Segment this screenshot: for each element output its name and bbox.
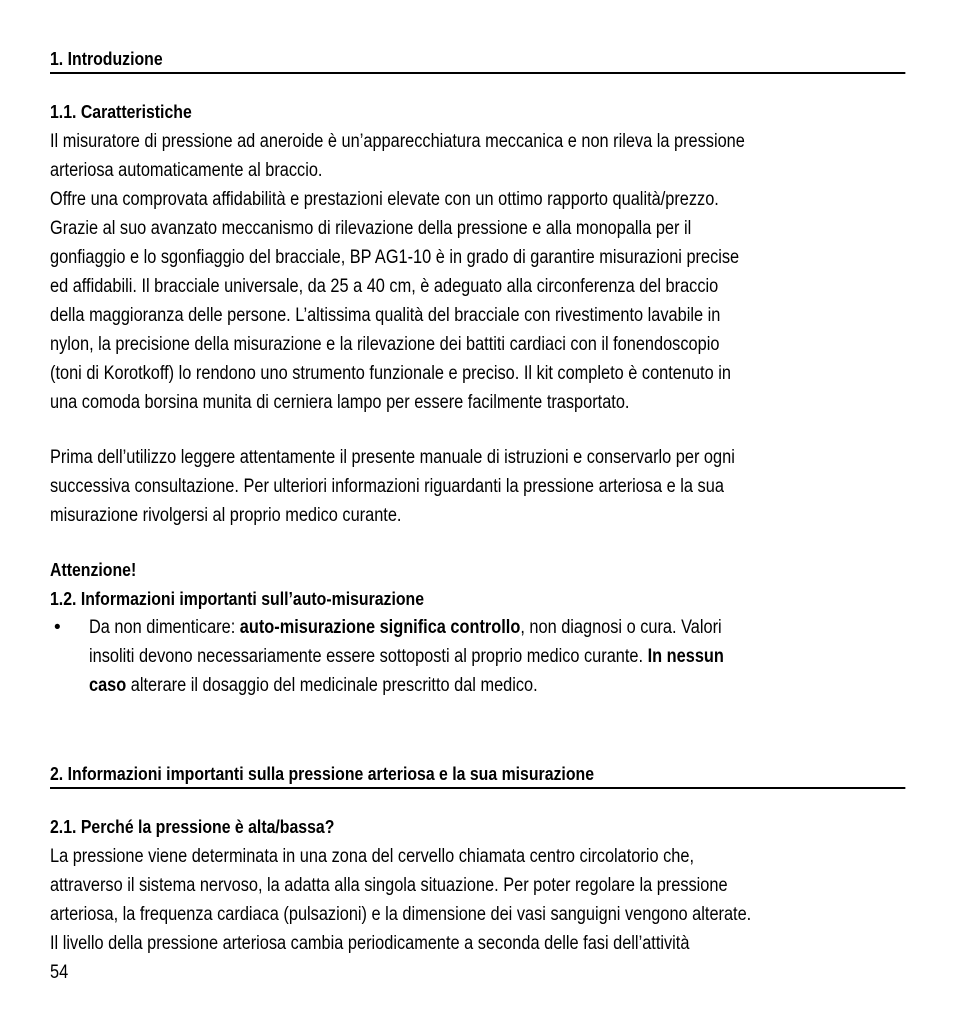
paragraph-line: Offre una comprovata affidabilità e prestazioni elevate con un ottimo rapporto qualità/prezzo. [50,189,719,210]
paragraph-line: attraverso il sistema nervoso, la adatta alla singola situazione. Per poter regolare la pressione [50,875,728,896]
section-2-heading [50,763,905,789]
paragraph-line: della maggioranza delle persone. L’altissima qualità del bracciale con rivestimento lavabile in [50,305,721,326]
subsection-1-2-heading: 1.2. Informazioni importanti sull’auto-misurazione [50,589,425,609]
subsection-2-1-heading: 2.1. Perché la pressione è alta/bassa? [50,817,335,837]
bullet-emphasis: In nessun [647,646,724,667]
bullet-text: insoliti devono necessariamente essere sottoposti al proprio medico curante. [89,646,648,667]
bullet-text: Da non dimenticare: [89,617,240,638]
bullet-text: , non diagnosi o cura. Valori [520,617,722,638]
paragraph-line: Grazie al suo avanzato meccanismo di rilevazione della pressione e alla monopalla per il [50,218,692,239]
paragraph-line: arteriosa automaticamente al braccio. [50,160,323,181]
attention-heading: Attenzione! [50,560,137,580]
paragraph-line: una comoda borsina munita di cerniera lampo per essere facilmente trasportato. [50,392,630,413]
paragraph-line: ed affidabili. Il bracciale universale, da 25 a 40 cm, è adeguato alla circonferenza del braccio [50,276,719,297]
bullet-text: alterare il dosaggio del medicinale prescritto dal medico. [126,675,538,696]
paragraph-line: gonfiaggio e lo sgonfiaggio del bracciale, BP AG1-10 è in grado di garantire misurazioni precise [50,247,740,268]
bullet-icon: • [54,617,61,638]
section-1-title: 1. Introduzione [50,49,163,69]
bullet-line [89,617,722,639]
bullet-emphasis: auto-misurazione significa controllo [239,617,521,638]
paragraph-line: (toni di Korotkoff) lo rendono uno strumento funzionale e preciso. Il kit completo è contenuto in [50,363,731,384]
paragraph-line: nylon, la precisione della misurazione e la rilevazione dei battiti cardiaci con il fonendoscopio [50,334,720,355]
paragraph-line: misurazione rivolgersi al proprio medico curante. [50,505,402,526]
bullet-emphasis: caso [89,675,127,696]
paragraph-line: La pressione viene determinata in una zona del cervello chiamata centro circolatorio che, [50,846,694,867]
paragraph-line: Prima dell’utilizzo leggere attentamente il presente manuale di istruzioni e conservarlo per ogni [50,447,735,468]
paragraph-line: arteriosa, la frequenza cardiaca (pulsazioni) e la dimensione dei vasi sanguigni vengono alterate. [50,904,752,925]
paragraph-line: successiva consultazione. Per ulteriori informazioni riguardanti la pressione arteriosa e la sua [50,476,724,497]
subsection-1-1-heading: 1.1. Caratteristiche [50,102,192,122]
paragraph-line: Il livello della pressione arteriosa cambia periodicamente a seconda delle fasi dell’attività [50,933,690,954]
bullet-line [89,675,538,697]
paragraph-line: Il misuratore di pressione ad aneroide è un’apparecchiatura meccanica e non rileva la pressione [50,131,745,152]
bullet-line [89,646,724,668]
section-2-title: 2. Informazioni importanti sulla pressione arteriosa e la sua misurazione [50,764,595,784]
page-number: 54 [50,962,69,983]
section-1-heading [50,48,905,74]
